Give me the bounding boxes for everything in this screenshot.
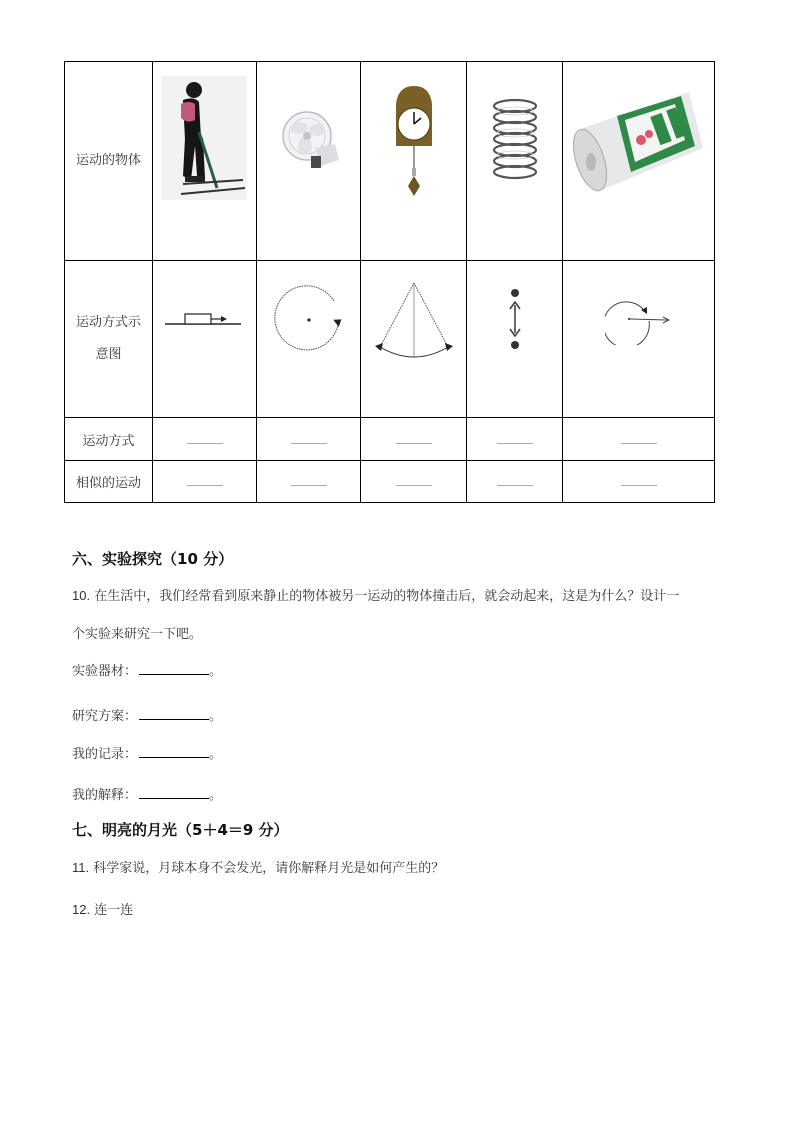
objects-row	[65, 62, 715, 261]
object-cell-skier	[153, 62, 257, 261]
period: 。	[209, 788, 223, 803]
pendulum-clock-image	[392, 84, 436, 198]
diagram-row	[65, 261, 715, 418]
field-plan-label: 研究方案：	[72, 709, 138, 724]
diagram-cell-rolling	[563, 261, 715, 418]
question-12-number: 12.	[72, 902, 91, 917]
circular-arrow-icon	[272, 283, 346, 357]
question-11-text: 科学家说，月球本身不会发光，请你解释月光是如何产生的？	[93, 861, 445, 876]
similar-blank-2[interactable]	[257, 461, 361, 503]
question-11	[72, 857, 444, 876]
field-explanation-label: 我的解释：	[72, 788, 138, 803]
similar-blank-5[interactable]	[563, 461, 715, 503]
field-record-label: 我的记录：	[72, 747, 138, 762]
row-label-diagram: 运动方式示 意图	[65, 261, 153, 418]
field-materials-label: 实验器材：	[72, 664, 138, 679]
question-10-number: 10.	[72, 588, 91, 603]
diagram-cell-translation	[153, 261, 257, 418]
field-record	[72, 743, 222, 762]
section-6-title: 六、实验探究（10 分）	[72, 550, 234, 568]
field-materials	[72, 660, 222, 679]
child-skier-image	[161, 76, 247, 200]
mode-blank-5[interactable]	[563, 418, 715, 461]
similar-blank-3[interactable]	[361, 461, 467, 503]
question-12-text: 连一连	[94, 903, 134, 918]
sliding-block-arrow-icon	[165, 310, 245, 330]
mode-blank-4[interactable]	[467, 418, 563, 461]
field-explanation-input[interactable]	[139, 786, 209, 799]
similar-motion-row	[65, 461, 715, 503]
mode-blank-2[interactable]	[257, 418, 361, 461]
motion-mode-row	[65, 418, 715, 461]
motion-table	[64, 61, 715, 503]
up-down-arrow-icon	[505, 287, 525, 351]
question-10-text-1: 在生活中，我们经常看到原来静止的物体被另一运动的物体撞击后，就会动起来，这是为什么？设计一	[94, 589, 680, 604]
similar-blank-4[interactable]	[467, 461, 563, 503]
object-cell-fan	[257, 62, 361, 261]
field-materials-input[interactable]	[139, 662, 209, 675]
period: 。	[209, 747, 223, 762]
diagram-cell-vibration	[467, 261, 563, 418]
object-cell-spring	[467, 62, 563, 261]
question-10-line-1	[72, 585, 679, 604]
similar-blank-1[interactable]	[153, 461, 257, 503]
field-record-input[interactable]	[139, 745, 209, 758]
period: 。	[209, 664, 223, 679]
mode-blank-1[interactable]	[153, 418, 257, 461]
diagram-cell-swing	[361, 261, 467, 418]
section-7-title: 七、明亮的月光（5＋4＝9 分）	[72, 821, 289, 839]
wall-fan-image	[281, 110, 345, 180]
row-label-objects: 运动的物体	[65, 62, 153, 261]
object-cell-can	[563, 62, 715, 261]
mode-blank-3[interactable]	[361, 418, 467, 461]
field-explanation	[72, 784, 222, 803]
rotate-and-move-icon	[605, 295, 675, 345]
beer-can-image	[571, 88, 707, 194]
row-label-mode: 运动方式	[65, 418, 153, 461]
diagram-cell-rotation	[257, 261, 361, 418]
question-10-line-2: 个实验来研究一下吧。	[72, 627, 203, 642]
row-label-similar: 相似的运动	[65, 461, 153, 503]
pendulum-swing-icon	[372, 281, 456, 363]
field-plan-input[interactable]	[139, 707, 209, 720]
field-plan	[72, 705, 222, 724]
coil-spring-image	[490, 98, 540, 186]
question-12	[72, 899, 133, 918]
object-cell-clock	[361, 62, 467, 261]
question-11-number: 11.	[72, 860, 90, 875]
period: 。	[209, 709, 223, 724]
